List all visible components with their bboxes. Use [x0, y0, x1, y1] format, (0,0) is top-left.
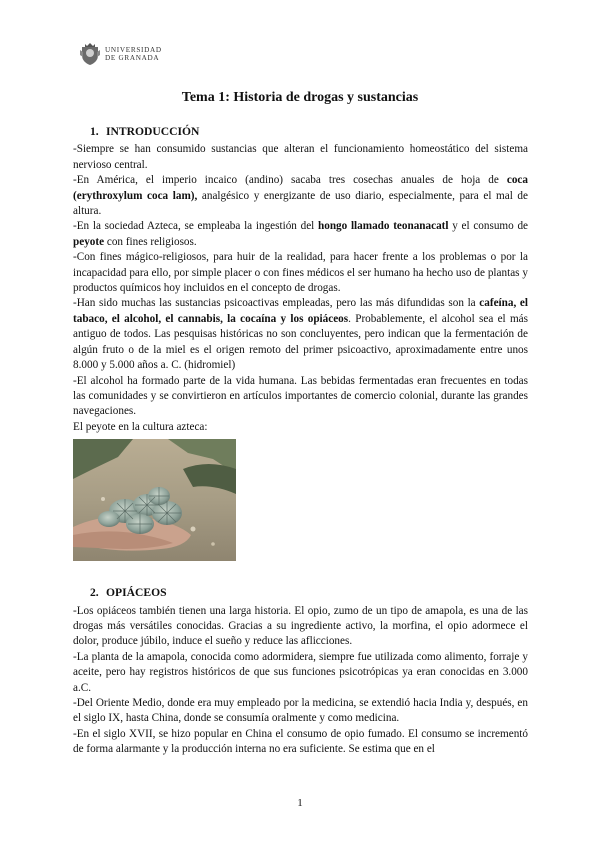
- paragraph: -La planta de la amapola, conocida como adormidera, siempre fue utilizada como alimento, forraje y aceite, pero hay registros históricos de que sus funciones psicotrópicas ya eran conocidas en 3.000 a.C.: [73, 650, 528, 694]
- logo-line-2: DE GRANADA: [105, 54, 160, 62]
- section-spacer: [73, 561, 528, 585]
- section-heading-text: OPIÁCEOS: [106, 586, 167, 600]
- logo-line-1: UNIVERSIDAD: [105, 45, 162, 54]
- section-heading-introduccion: [90, 124, 528, 139]
- paragraph: -Del Oriente Medio, donde era muy empleado por la medicina, se extendió hacia India y, después, en el siglo IX, hasta China, donde se consumía oralmente y como medicina.: [73, 696, 528, 725]
- document-body: [73, 124, 528, 758]
- text-span: analgésico y energizante de uso diario, especialmente, para el mal de altura.: [73, 189, 528, 218]
- paragraph: -En el siglo XVII, se hizo popular en China el consumo de opio fumado. El consumo se incrementó de forma alarmante y la producción interna no era suficiente. Se estima que en el: [73, 727, 528, 756]
- page-title: Tema 1: Historia de drogas y sustancias: [181, 90, 419, 105]
- university-logo: [79, 42, 162, 66]
- peyote-photo: [73, 439, 236, 561]
- paragraph: [73, 219, 528, 250]
- text-span: -En la sociedad Azteca, se empleaba la ingestión del: [73, 220, 318, 233]
- bold-text: cafeína, el tabaco, el alcohol, el cannabis, la cocaína y los opiáceos: [73, 297, 528, 325]
- text-span: -Han sido muchas las sustancias psicoactivas empleadas, pero las más difundidas son la: [73, 297, 480, 310]
- logo-text: [105, 46, 162, 62]
- section-number: 2.: [90, 586, 99, 600]
- image-caption: El peyote en la cultura azteca:: [73, 420, 208, 433]
- paragraph: [73, 173, 528, 219]
- text-span: . Probablemente, el alcohol sea el más antiguo de todos. Las pesquisas históricas no son concluyentes, pero indican que la fermentación de algún fruto o de la miel es el origen remoto del primer psicoactivo, aproximadamente entre unos 8.000 y 5.000 años a. C. (hidromiel): [73, 312, 528, 372]
- bold-text: peyote: [73, 235, 105, 248]
- paragraph: [73, 296, 528, 373]
- section-heading-opiaceos: [90, 585, 528, 600]
- section-heading-text: INTRODUCCIÓN: [106, 125, 200, 138]
- paragraph: -Siempre se han consumido sustancias que alteran el funcionamiento homeostático del sistema nervioso central.: [73, 143, 528, 171]
- section-number: 1.: [90, 125, 99, 138]
- text-span: y el consumo de: [448, 220, 529, 233]
- paragraph: -Con fines mágico-religiosos, para huir de la realidad, para hacer frente a los problemas o por la incapacidad para ello, por simple placer o con fines médicos el ser humano ha hecho uso de plantas y productos químicos hoy incluidos en el concepto de drogas.: [73, 251, 528, 295]
- bold-text: coca (erythroxylum coca lam),: [73, 174, 528, 202]
- bold-text: hongo llamado teonanacatl: [318, 220, 449, 233]
- text-span: -En América, el imperio incaico (andino) sacaba tres cosechas anuales de hoja de: [73, 174, 507, 187]
- paragraph: -El alcohol ha formado parte de la vida humana. Las bebidas fermentadas eran frecuentes en todas las comunidades y se convirtieron en artículos importantes de comercio colonial, durante las grandes navegaciones.: [73, 374, 528, 418]
- paragraph: -Los opiáceos también tienen una larga historia. El opio, zumo de un tipo de amapola, es una de las drogas más versátiles conocidas. Gracias a su ingrediente activo, la morfina, el opio adormece el dolor, produce júbilo, induce el sueño y reduce las aflicciones.: [73, 604, 528, 648]
- text-span: con fines religiosos.: [104, 235, 197, 248]
- page-number: 1: [297, 797, 303, 809]
- university-crest-icon: [79, 42, 101, 66]
